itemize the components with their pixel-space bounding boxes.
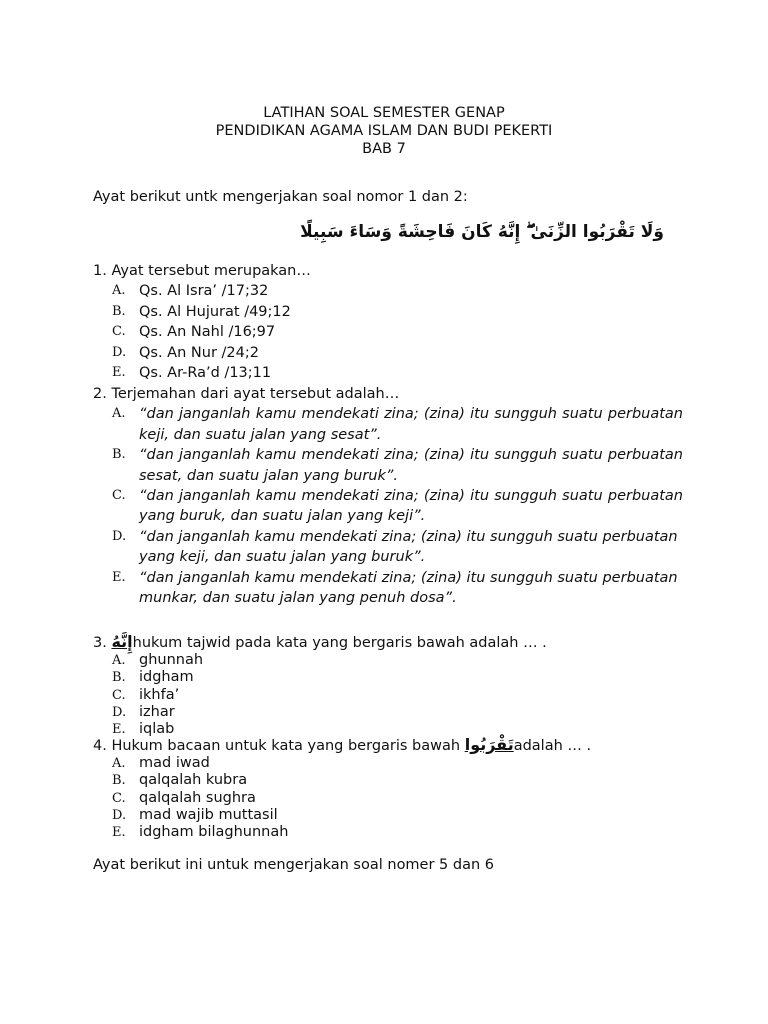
option-letter: C. [112,687,126,703]
option-letter: A. [112,406,126,422]
question-4 [93,736,683,841]
question-2-option-d[interactable] [93,527,683,568]
option-text: mad iwad [139,755,210,772]
intro-text-2: Ayat berikut ini untuk mengerjakan soal nomer 5 dan 6 [93,857,495,873]
underlined-arabic-word: تَقْرَبُوا [464,735,514,754]
question-3 [93,633,683,738]
question-2-option-a[interactable] [93,404,683,445]
option-text: Qs. An Nur /24;2 [139,344,259,361]
option-text: ikhfa’ [139,686,180,703]
option-letter: C. [112,790,126,806]
question-1-option-a[interactable] [93,281,683,301]
option-text: qalqalah sughra [139,789,256,806]
question-2-option-b[interactable] [93,445,683,486]
question-4-option-d[interactable] [93,807,683,824]
option-text: ghunnah [139,652,204,669]
question-3-option-b[interactable] [93,669,683,686]
question-4-option-a[interactable] [93,755,683,772]
question-4-body: 4. Hukum bacaan untuk kata yang bergaris bawah [93,738,465,754]
option-text: Qs. An Nahl /16;97 [139,324,276,341]
quran-verse: وَلَا تَقْرَبُوا الزِّنَىٰ ۖ إِنَّهُ كَانَ فَاحِشَةً وَسَاءَ سَبِيلًا [300,222,664,242]
option-text: “dan janganlah kamu mendekati zina; (zina) itu sungguh suatu perbuatan keji, dan suatu jalan yang sesat”. [139,406,683,443]
question-1-option-e[interactable] [93,363,683,383]
question-1-option-c[interactable] [93,322,683,342]
option-letter: B. [112,447,126,463]
option-text: Qs. Al Hujurat /49;12 [139,303,291,320]
header-chapter: BAB 7 [362,141,406,157]
option-letter: D. [112,528,127,544]
question-4-option-e[interactable] [93,824,683,841]
question-2-text: 2. Terjemahan dari ayat tersebut adalah… [93,386,400,402]
option-text: Qs. Ar-Ra’d /13;11 [139,365,272,382]
option-letter: A. [112,756,126,772]
question-4-option-c[interactable] [93,790,683,807]
option-letter: B. [112,773,126,789]
header-title: LATIHAN SOAL SEMESTER GENAP [263,105,505,121]
option-letter: C. [112,488,126,504]
question-1 [93,261,683,383]
option-letter: D. [112,344,127,360]
option-letter: E. [112,569,126,585]
option-letter: D. [112,807,127,823]
option-letter: B. [112,670,126,686]
option-text: iqlab [139,721,175,738]
question-1-text: 1. Ayat tersebut merupakan… [93,263,311,279]
option-letter: E. [112,722,126,738]
option-letter: E. [112,365,126,381]
question-number: 3. [93,635,112,651]
option-text: idgham bilaghunnah [139,824,289,841]
option-letter: D. [112,704,127,720]
question-3-option-c[interactable] [93,687,683,704]
option-text: “dan janganlah kamu mendekati zina; (zina) itu sungguh suatu perbuatan yang buruk, dan suatu jalan yang keji”. [139,488,683,525]
option-letter: E. [112,825,126,841]
option-text: “dan janganlah kamu mendekati zina; (zina) itu sungguh suatu perbuatan sesat, dan suatu jalan yang buruk”. [139,447,683,484]
document-header [0,104,768,158]
question-2 [93,384,683,608]
option-text: qalqalah kubra [139,772,248,789]
question-1-option-b[interactable] [93,302,683,322]
option-letter: A. [112,653,126,669]
option-letter: A. [112,283,126,299]
header-subject: PENDIDIKAN AGAMA ISLAM DAN BUDI PEKERTI [215,123,553,139]
question-2-option-e[interactable] [93,568,683,609]
question-4-text [93,736,683,755]
intro-text-1: Ayat berikut untk mengerjakan soal nomor 1 dan 2: [93,189,468,205]
question-3-text [93,633,683,652]
option-letter: C. [112,324,126,340]
option-text: “dan janganlah kamu mendekati zina; (zina) itu sungguh suatu perbuatan yang keji, dan suatu jalan yang buruk”. [139,528,678,566]
option-letter: B. [112,303,126,319]
question-2-option-c[interactable] [93,486,683,527]
question-3-option-d[interactable] [93,704,683,721]
question-4-body-end: adalah … . [513,738,592,754]
question-4-option-b[interactable] [93,772,683,789]
option-text: “dan janganlah kamu mendekati zina; (zina) itu sungguh suatu perbuatan munkar, dan suatu jalan yang penuh dosa”. [139,569,678,607]
option-text: mad wajib muttasil [139,806,278,823]
option-text: izhar [139,703,175,720]
question-3-option-a[interactable] [93,652,683,669]
option-text: Qs. Al Isra’ /17;32 [139,283,269,300]
question-3-body: hukum tajwid pada kata yang bergaris bawah adalah … . [132,635,547,651]
option-text: idgham [139,669,194,686]
underlined-arabic-word: إِنَّهُ [111,632,133,651]
question-1-option-d[interactable] [93,343,683,363]
